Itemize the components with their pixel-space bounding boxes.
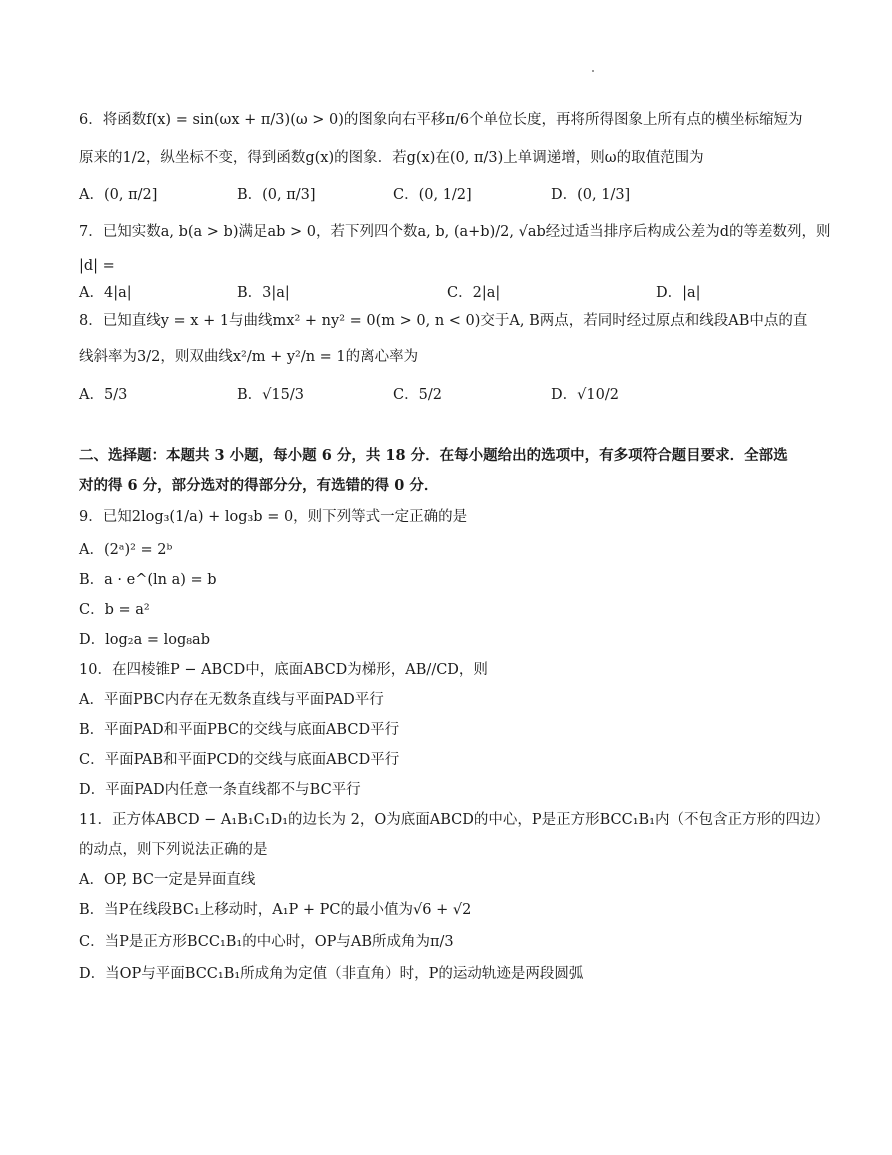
- q6-options: [79, 184, 839, 208]
- q9-option-a: A．(2ᵃ)² = 2ᵇ: [79, 542, 173, 558]
- q11-stem-line2: 的动点，则下列说法正确的是: [79, 842, 268, 858]
- q9-option-c: C．b = a²: [79, 602, 150, 618]
- q7-option-b: B．3|a|: [237, 285, 290, 301]
- q6-stem-line2: 原来的1/2，纵坐标不变，得到函数g(x)的图象．若g(x)在(0, π/3)上单调递增，则ω的取值范围为: [79, 150, 704, 166]
- q8-option-c: C．5/2: [393, 387, 442, 403]
- q8-option-b: B．√15/3: [237, 387, 304, 403]
- q7-option-a: A．4|a|: [79, 285, 132, 301]
- q7-option-d: D．|a|: [656, 285, 701, 301]
- section2-heading-line2: 对的得 6 分，部分选对的得部分分，有选错的得 0 分．: [79, 477, 439, 494]
- q11-option-a: A．OP, BC一定是异面直线: [79, 872, 256, 888]
- q7-options: [79, 282, 839, 306]
- q10-option-d: D．平面PAD内任意一条直线都不与BC平行: [79, 782, 361, 798]
- section2-heading-line1: 二、选择题：本题共 3 小题，每小题 6 分，共 18 分．在每小题给出的选项中，有多项符合题目要求．全部选: [79, 447, 788, 464]
- q9-stem: 9．已知2log₃(1/a) + log₃b = 0，则下列等式一定正确的是: [79, 509, 468, 525]
- q7-option-c: C．2|a|: [447, 285, 501, 301]
- q11-option-b: B．当P在线段BC₁上移动时，A₁P + PC的最小值为√6 + √2: [79, 902, 472, 918]
- q6-option-c: C．(0, 1/2]: [393, 187, 472, 203]
- q10-option-a: A．平面PBC内存在无数条直线与平面PAD平行: [79, 692, 384, 708]
- page-speck: [592, 70, 594, 72]
- q9-option-d: D．log₂a = log₈ab: [79, 632, 210, 648]
- q7-stem-line1: 7．已知实数a, b(a > b)满足ab > 0，若下列四个数a, b, (a+b)/2, √ab经过适当排序后构成公差为d的等差数列，则: [79, 224, 831, 240]
- q11-option-d: D．当OP与平面BCC₁B₁所成角为定值（非直角）时，P的运动轨迹是两段圆弧: [79, 966, 584, 982]
- q7-stem-line2: |d| =: [79, 258, 115, 274]
- q11-stem-line1: 11．正方体ABCD − A₁B₁C₁D₁的边长为 2，O为底面ABCD的中心，P是正方形BCC₁B₁内（不包含正方形的四边）: [79, 812, 830, 828]
- q10-stem: 10．在四棱锥P − ABCD中，底面ABCD为梯形，AB//CD，则: [79, 662, 488, 678]
- q8-stem-line2: 线斜率为3/2，则双曲线x²/m + y²/n = 1的离心率为: [79, 349, 419, 365]
- q8-options: [79, 384, 839, 408]
- q6-option-a: A．(0, π/2]: [79, 187, 158, 203]
- q6-option-b: B．(0, π/3]: [237, 187, 316, 203]
- q6-stem-line1: 6．将函数f(x) = sin(ωx + π/3)(ω > 0)的图象向右平移π/6个单位长度，再将所得图象上所有点的横坐标缩短为: [79, 112, 803, 128]
- q8-option-a: A．5/3: [79, 387, 128, 403]
- q10-option-b: B．平面PAD和平面PBC的交线与底面ABCD平行: [79, 722, 400, 738]
- q9-option-b: B．a · e^(ln a) = b: [79, 572, 217, 588]
- q8-option-d: D．√10/2: [551, 387, 619, 403]
- q11-option-c: C．当P是正方形BCC₁B₁的中心时，OP与AB所成角为π/3: [79, 934, 454, 950]
- q10-option-c: C．平面PAB和平面PCD的交线与底面ABCD平行: [79, 752, 400, 768]
- q6-option-d: D．(0, 1/3]: [551, 187, 631, 203]
- q8-stem-line1: 8．已知直线y = x + 1与曲线mx² + ny² = 0(m > 0, n < 0)交于A, B两点，若同时经过原点和线段AB中点的直: [79, 313, 808, 329]
